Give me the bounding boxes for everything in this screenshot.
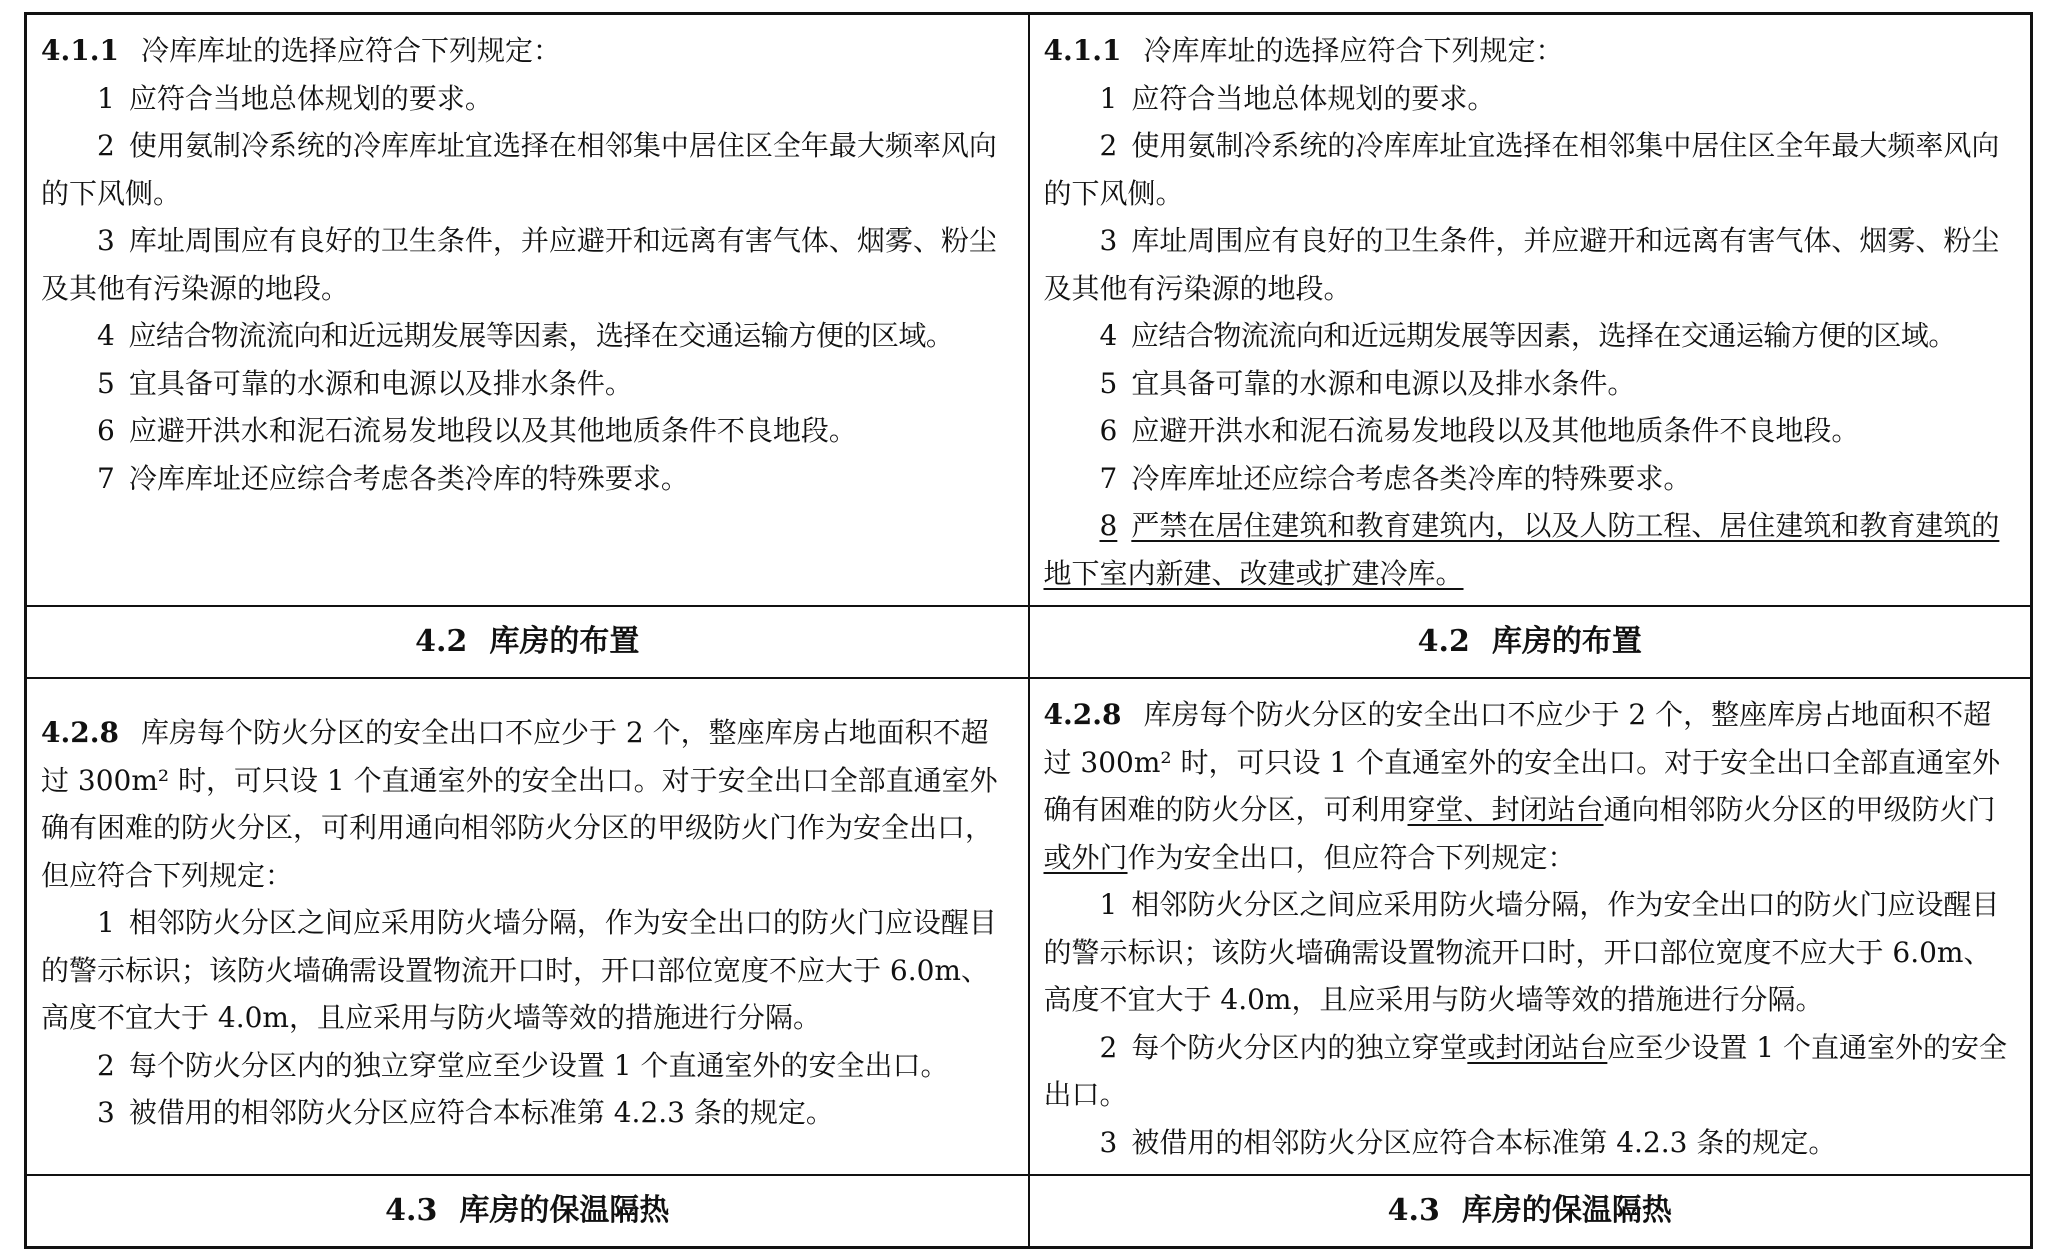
clause-number: 4.1.1 — [41, 34, 119, 67]
list-item: 4 应结合物流流向和近远期发展等因素，选择在交通运输方便的区域。 — [1099, 319, 1956, 352]
list-item: 6 应避开洪水和泥石流易发地段以及其他地质条件不良地段。 — [1099, 414, 1860, 447]
right-section-heading-4-2: 4.2 库房的布置 — [1029, 606, 2032, 678]
left-clause-4-1-1 — [26, 14, 1029, 607]
table-row — [26, 14, 2032, 607]
list-item: 3 被借用的相邻防火分区应符合本标准第 4.2.3 条的规定。 — [97, 1096, 834, 1129]
list-item: 1 相邻防火分区之间应采用防火墙分隔，作为安全出口的防火门应设醒目的警示标识；该防火墙确需设置物流开口时，开口部位宽度不应大于 6.0m、高度不宜大于 4.0m，且应采用与防火墙等效的措施进行分隔。 — [1043, 888, 2000, 1016]
list-item: 3 被借用的相邻防火分区应符合本标准第 4.2.3 条的规定。 — [1099, 1125, 1837, 1159]
list-item: 5 宜具备可靠的水源和电源以及排水条件。 — [97, 366, 633, 400]
list-item: 3 库址周围应有良好的卫生条件，并应避开和远离有害气体、烟雾、粉尘及其他有污染源的地段。 — [41, 224, 997, 305]
clause-title-line — [1044, 27, 2019, 75]
right-clause-4-2-8 — [1029, 678, 2032, 1175]
list-item: 2 使用氨制冷系统的冷库库址宜选择在相邻集中居住区全年最大频率风向的下风侧。 — [1043, 129, 2000, 210]
clause-title-line — [41, 27, 1016, 75]
left-clause-4-2-8 — [26, 678, 1029, 1175]
list-item: 5 宜具备可靠的水源和电源以及排水条件。 — [1099, 366, 1636, 400]
clause-body: 4.2.8 库房每个防火分区的安全出口不应少于 2 个，整座库房占地面积不超过 300m² 时，可只设 1 个直通室外的安全出口。对于安全出口全部直通室外确有困难的防火分区，可利用通向相邻防火分区的甲级防火门作为安全出口，但应符合下列规定： — [41, 716, 998, 892]
added-text-underlined: 8 严禁在居住建筑和教育建筑内，以及人防工程、居住建筑和教育建筑的地下室内新建、改建或扩建冷库。 — [1043, 509, 2000, 590]
list-item: 7 冷库库址还应综合考虑各类冷库的特殊要求。 — [97, 461, 689, 495]
clause-number: 4.2.8 — [41, 716, 119, 749]
clause-title: 冷库库址的选择应符合下列规定： — [140, 34, 561, 67]
left-section-heading-4-2: 4.2 库房的布置 — [26, 606, 1029, 678]
table-row — [26, 1175, 2032, 1247]
list-item: 7 冷库库址还应综合考虑各类冷库的特殊要求。 — [1099, 461, 1692, 495]
clause-body: 4.2.8 库房每个防火分区的安全出口不应少于 2 个，整座库房占地面积不超过 300m² 时，可只设 1 个直通室外的安全出口。对于安全出口全部直通室外确有困难的防火分区，可利用穿堂、封闭站台通向相邻防火分区的甲级防火门或外门作为安全出口，但应符合下列规定： — [1043, 698, 2001, 874]
list-item-added — [1044, 502, 2019, 597]
clause-number: 4.1.1 — [1043, 34, 1122, 67]
table-row — [26, 678, 2032, 1175]
list-item: 1 相邻防火分区之间应采用防火墙分隔，作为安全出口的防火门应设醒目的警示标识；该防火墙确需设置物流开口时，开口部位宽度不应大于 6.0m、高度不宜大于 4.0m，且应采用与防火墙等效的措施进行分隔。 — [41, 906, 997, 1034]
list-item: 3 库址周围应有良好的卫生条件，并应避开和远离有害气体、烟雾、粉尘及其他有污染源的地段。 — [1043, 224, 2000, 305]
added-text-underlined: 或封闭站台 — [1467, 1030, 1608, 1064]
list-item: 1 应符合当地总体规划的要求。 — [97, 81, 493, 115]
list-item: 1 应符合当地总体规划的要求。 — [1099, 81, 1496, 115]
table-row — [26, 606, 2032, 678]
list-item: 2 使用氨制冷系统的冷库库址宜选择在相邻集中居住区全年最大频率风向的下风侧。 — [41, 129, 997, 210]
added-text-underlined: 穿堂、封闭站台 — [1407, 793, 1604, 826]
added-text-underlined: 或外门 — [1043, 840, 1128, 874]
list-item: 2 每个防火分区内的独立穿堂应至少设置 1 个直通室外的安全出口。 — [97, 1048, 949, 1082]
comparison-table — [24, 12, 2033, 1249]
list-item: 2 每个防火分区内的独立穿堂或封闭站台应至少设置 1 个直通室外的安全出口。 — [1043, 1030, 2007, 1111]
list-item: 6 应避开洪水和泥石流易发地段以及其他地质条件不良地段。 — [97, 414, 857, 447]
right-clause-4-1-1 — [1029, 14, 2032, 607]
list-item: 4 应结合物流流向和近远期发展等因素，选择在交通运输方便的区域。 — [97, 319, 954, 352]
clause-number: 4.2.8 — [1043, 698, 1122, 731]
left-section-heading-4-3: 4.3 库房的保温隔热 — [26, 1175, 1029, 1247]
right-section-heading-4-3: 4.3 库房的保温隔热 — [1029, 1175, 2032, 1247]
clause-title: 冷库库址的选择应符合下列规定： — [1143, 34, 1564, 67]
